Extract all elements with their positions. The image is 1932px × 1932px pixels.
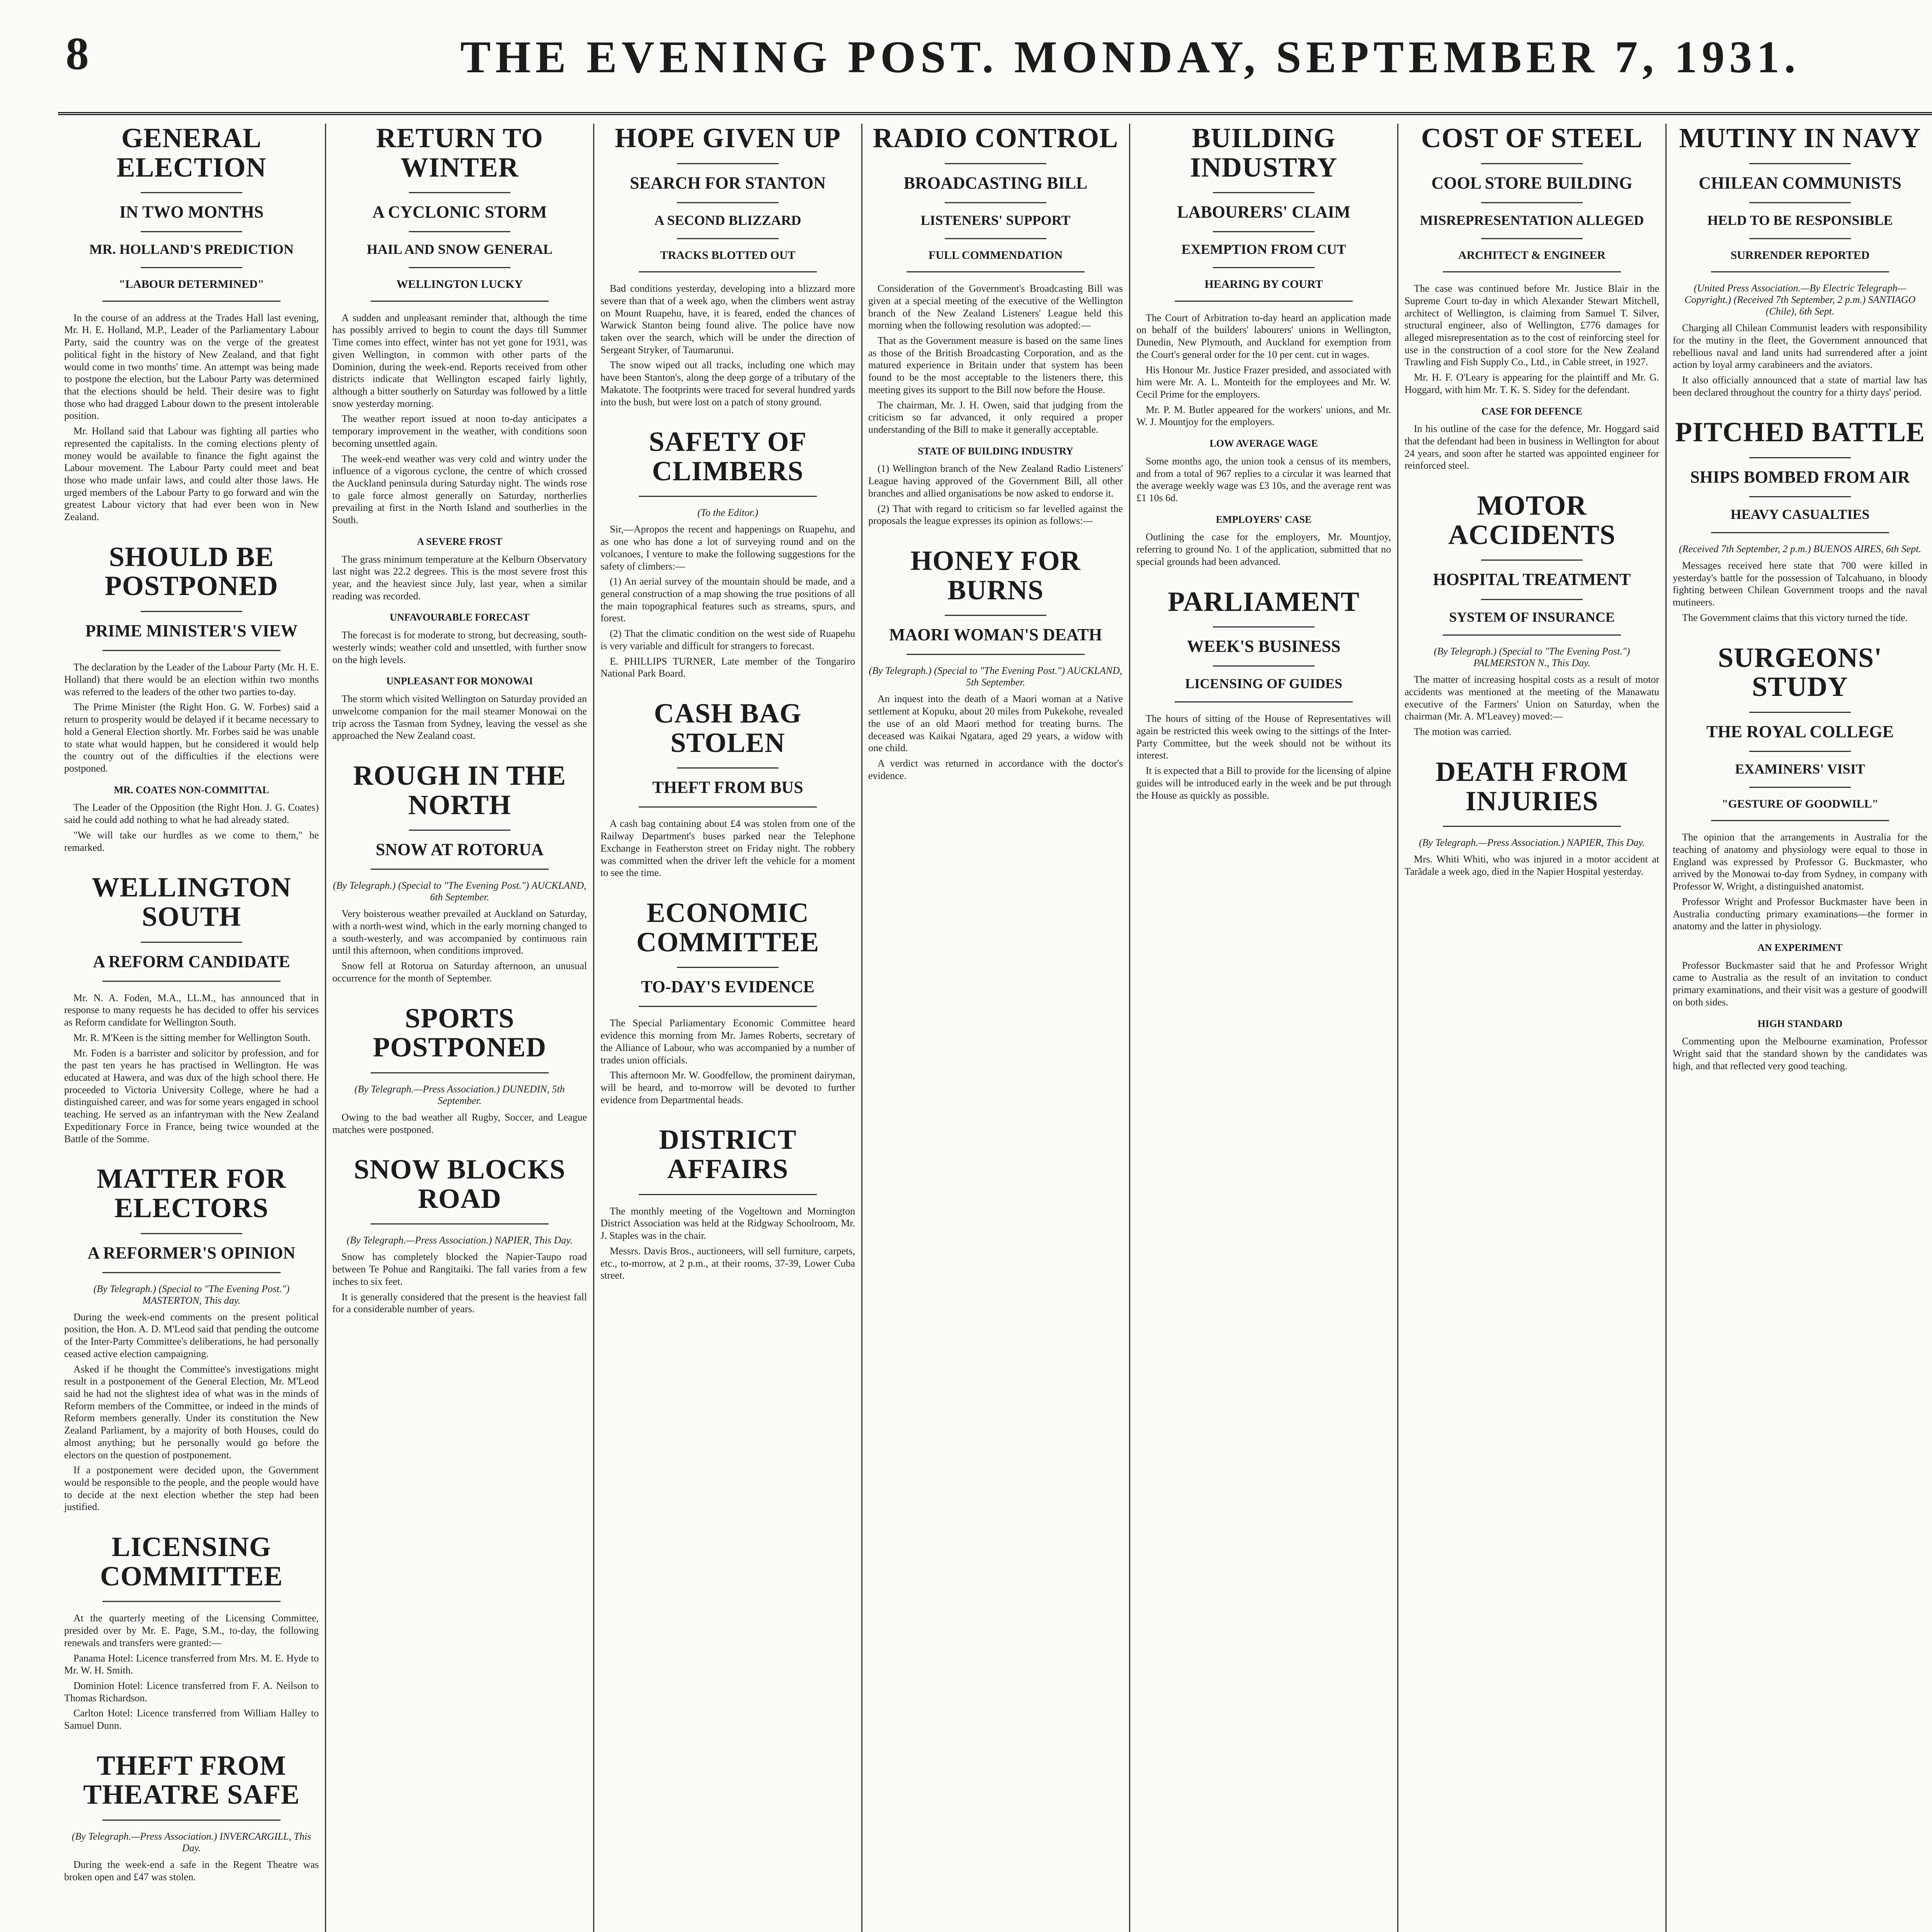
article-divider — [102, 1272, 281, 1273]
article-divider — [1443, 826, 1621, 827]
headline-divider — [1481, 202, 1583, 203]
headline-divider — [1749, 496, 1851, 497]
subheadline: LABOURERS' CLAIM — [1177, 202, 1350, 222]
headline-divider — [141, 192, 243, 193]
headline-divider — [1749, 202, 1851, 203]
article — [600, 699, 855, 879]
subheadline: SNOW AT ROTORUA — [376, 840, 544, 859]
paragraph: The Special Parliamentary Economic Committee heard evidence this morning from Mr. James Roberts, secretary of the Alliance of Labour, who was accompanied by a number of trades union officials. — [600, 1017, 855, 1066]
paragraph: Mr. H. F. O'Leary is appearing for the plaintiff and Mr. G. Hoggard, with him Mr. T. K. S. Sidey for the defendant. — [1405, 372, 1659, 395]
headline-divider — [1481, 238, 1583, 239]
headline-divider — [409, 267, 511, 268]
columns-container — [58, 124, 1932, 1932]
paragraph: The matter of increasing hospital costs as a result of motor accidents was mentioned at the meeting of the Manawatu executive of the Farmers' Union on Saturday, when the chairman (Mr. A. M'Leavey) moved:— — [1405, 674, 1659, 722]
headline: DEATH FROM INJURIES — [1435, 756, 1628, 816]
headline: HOPE GIVEN UP — [614, 124, 841, 153]
headline-divider — [1749, 457, 1851, 458]
article — [1405, 757, 1659, 878]
dateline: (By Telegraph.) (Special to "The Evening Post.") AUCKLAND, 5th September. — [869, 665, 1122, 688]
subheadline: HELD TO BE RESPONSIBLE — [1707, 212, 1893, 228]
headline-divider — [945, 615, 1047, 616]
paragraph: "We will take our hurdles as we come to them," he remarked. — [64, 829, 319, 853]
subheadline: HOSPITAL TREATMENT — [1433, 570, 1631, 589]
subheadline: IN TWO MONTHS — [119, 202, 264, 222]
headline-divider — [1213, 267, 1315, 268]
paragraph: Charging all Chilean Communist leaders with responsibility for the mutiny in the fleet, the Government announced that rebellious naval and land units had surrendered after a joint action by loyal army carabineers and the aviators. — [1673, 322, 1927, 371]
paragraph: This afternoon Mr. W. Goodfellow, the prominent dairyman, will be heard, and to-morrow will be devoted to further evidence from Departmental heads. — [600, 1070, 855, 1105]
headline: COST OF STEEL — [1421, 124, 1643, 153]
article-body — [1136, 713, 1391, 801]
paragraph: It is generally considered that the present is the heaviest fall for a considerable number of years. — [332, 1291, 587, 1315]
subheadline: HEARING BY COURT — [1204, 278, 1323, 291]
paragraph: The case was continued before Mr. Justice Blair in the Supreme Court to-day in which Alexander Stewart Mitchell, architect of Wellington, is claiming from Samuel T. Silver, structural engineer, also of Wellington, £776 damages for alleged misrepresentation as to the cost of reinforcing steel for use in the construction of a cool store for the New Zealand Trawling and Fish Supply Co., Ltd., in Cable street, in 1927. — [1405, 283, 1659, 368]
paragraph: The Court of Arbitration to-day heard an application made on behalf of the builders' labourers' unions in Wellington, Dunedin, New Plymouth, and Auckland for exemption from the Court's general order for the 10 per cent. cut in wages. — [1136, 312, 1391, 360]
article — [1673, 643, 1927, 1072]
article-body — [64, 312, 319, 523]
article-body — [332, 1111, 587, 1136]
article-body — [64, 1311, 319, 1514]
subheadline: FULL COMMENDATION — [929, 248, 1063, 262]
dateline: (By Telegraph.—Press Association.) NAPIER, This Day. — [1419, 837, 1645, 849]
subheadline: MISREPRESENTATION ALLEGED — [1420, 212, 1644, 228]
article-body — [1405, 282, 1659, 472]
paragraph: (1) An aerial survey of the mountain should be made, and a general construction of a map showing the true positions of all the main topographical features such as streams, spurs, and forest. — [600, 576, 855, 624]
paragraph: During the week-end comments on the present political position, the Hon. A. D. M'Leod said that pending the outcome of the Inter-Party Committee's deliberations, he had personally ceased active election campaigning. — [64, 1311, 319, 1359]
section-heading: A SEVERE FROST — [417, 536, 503, 547]
headline: GENERAL ELECTION — [116, 124, 267, 183]
article — [64, 543, 319, 854]
article-divider — [639, 271, 817, 272]
article-body — [332, 1251, 587, 1315]
article — [64, 124, 319, 523]
paragraph: The motion was carried. — [1414, 726, 1512, 738]
paragraph: Outlining the case for the employers, Mr. Mountjoy, referring to ground No. 1 of the application, submitted that no special grounds had been advanced. — [1136, 531, 1391, 567]
column-2 — [326, 124, 594, 1932]
headline: SHOULD BE POSTPONED — [104, 541, 279, 602]
article — [868, 546, 1123, 782]
dateline: (Received 7th September, 2 p.m.) BUENOS AIRES, 6th Sept. — [1679, 543, 1921, 554]
subheadline: WELLINGTON LUCKY — [396, 278, 523, 291]
article-body — [600, 818, 855, 879]
paragraph: That as the Government measure is based on the same lines as those of the British Broadcasting Corporation, and as the matured experience in Britain under that system has been found to be the most acceptable to the listeners there, this meeting gives its support to the Bill now before the House. — [868, 335, 1123, 395]
headline: THEFT FROM THEATRE SAFE — [83, 1750, 300, 1810]
paragraph: The Prime Minister (the Right Hon. G. W. Forbes) said a return to prosperity would be delayed if it became necessary to hold a General Election shortly. Mr. Forbes said he was unable to state what would happen, but he considered it would help the country out of the difficulties if the elections were postponed. — [64, 701, 319, 774]
section-heading: UNPLEASANT FOR MONOWAI — [386, 675, 533, 687]
paragraph: In his outline of the case for the defence, Mr. Hoggard said that the defendant had been in business in Wellington for about 24 years, and soon after he started was appointed engineer for reinforced steel. — [1405, 423, 1659, 471]
paragraph: The chairman, Mr. J. H. Owen, said that judging from the criticism so far advanced, it only required a proper understanding of the Bill to make it generally acceptable. — [868, 399, 1123, 435]
dateline: (By Telegraph.) (Special to "The Evening Post.") AUCKLAND, 6th September. — [333, 880, 587, 903]
paragraph: A sudden and unpleasant reminder that, although the time has possibly arrived to begin to count the days till Summer Time comes into effect, winter has not yet gone for 1931, was given Wellington, in common with other parts of the Dominion, during the week-end. Reports received from other districts indicate that Wellington escaped fairly lightly, although a bitter southerly on Saturday was followed by a little snow yesterday morning. — [332, 312, 587, 409]
headline: PARLIAMENT — [1168, 586, 1360, 617]
paragraph: A cash bag containing about £4 was stolen from one of the Railway Department's buses parked near the Telephone Exchange in Featherston street on Friday night. The robbery was committed when the driver left the vehicle for a moment to see the time. — [600, 818, 855, 879]
section-heading: CASE FOR DEFENCE — [1481, 405, 1583, 417]
subheadline: A REFORMER'S OPINION — [87, 1243, 296, 1262]
paragraph: Carlton Hotel: Licence transferred from William Halley to Samuel Dunn. — [64, 1708, 319, 1731]
subheadline: HAIL AND SNOW GENERAL — [367, 242, 553, 257]
article-body — [1673, 322, 1927, 398]
dateline: (By Telegraph.) (Special to "The Evening Post.") MASTERTON, This day. — [93, 1283, 290, 1306]
paragraph: (2) That the climatic condition on the west side of Ruapehu is very variable and difficult for strangers to forecast. — [600, 628, 855, 651]
article-divider — [1443, 634, 1621, 636]
column-7 — [1667, 124, 1932, 1932]
headline: DISTRICT AFFAIRS — [659, 1124, 797, 1185]
article-divider — [1711, 532, 1889, 533]
paragraph: Professor Buckmaster said that he and Professor Wright came to Australia as the result of an invitation to conduct primary examinations, and their visit was a gesture of goodwill on both sides. — [1673, 959, 1927, 1008]
subheadline: TRACKS BLOTTED OUT — [660, 248, 796, 262]
article-body — [600, 1205, 855, 1282]
article — [64, 873, 319, 1145]
headline-divider — [1481, 560, 1583, 561]
paragraph: Panama Hotel: Licence transferred from Mrs. M. E. Hyde to Mr. W. H. Smith. — [64, 1652, 319, 1676]
article-body — [868, 282, 1123, 527]
article-divider — [102, 1601, 281, 1602]
article-body — [64, 992, 319, 1145]
article — [1405, 124, 1659, 472]
article-divider — [906, 271, 1085, 272]
article — [1136, 587, 1391, 802]
headline-divider — [141, 611, 243, 612]
paragraph: The week-end weather was very cold and wintry under the influence of a vigorous cyclone, the centre of which crossed the Auckland peninsula during Saturday night. The winds rose to gale force almost generally on Saturday, northerlies prevailing at first in the North Island and southerlies in the South. — [332, 453, 587, 526]
headline-divider — [1213, 231, 1315, 232]
paragraph: The declaration by the Leader of the Labour Party (Mr. H. E. Holland) that there would be an election within two months was referred to the leaders of the other two parties to-day. — [64, 662, 319, 697]
article — [332, 1004, 587, 1136]
paragraph: At the quarterly meeting of the Licensing Committee, presided over by Mr. E. Page, S.M., to-day, the following renewals and transfers were granted:— — [64, 1612, 319, 1648]
article — [600, 124, 855, 408]
headline-divider — [1749, 238, 1851, 239]
headline: ECONOMIC COMMITTEE — [636, 897, 820, 957]
article — [1673, 418, 1927, 624]
paragraph: Messages received here state that 700 were killed in yesterday's battle for the possession of Talcahuano, in bloody fighting between Chilean Government troops and the naval mutineers. — [1673, 560, 1927, 608]
paragraph: The hours of sitting of the House of Representatives will again be restricted this week owing to the sittings of the Inter-Party Committee, but the week should not be without its interest. — [1136, 713, 1391, 761]
headline-divider — [141, 1233, 243, 1234]
subheadline: SURRENDER REPORTED — [1730, 248, 1870, 262]
headline: CASH BAG STOLEN — [654, 698, 802, 758]
dateline: (To the Editor.) — [697, 507, 759, 519]
subheadline: LICENSING OF GUIDES — [1185, 676, 1342, 692]
headline-divider — [677, 163, 779, 164]
headline-divider — [1213, 665, 1315, 667]
headline-divider — [945, 202, 1047, 203]
paragraph: Dominion Hotel: Licence transferred from F. A. Neilson to Thomas Richardson. — [64, 1680, 319, 1704]
paragraph: Asked if he thought the Committee's investigations might result in a postponement of the General Election, Mr. M'Leod said he had not the slightest idea of what was in the minds of Reform members of the Committee, or indeed in the minds of Reform members generally. Under its constitution the New Zealand Parliament, by a majority of both Houses, could do almost anything; but he personally would go before the electors on the question of postponement. — [64, 1363, 319, 1461]
headline: SNOW BLOCKS ROAD — [354, 1154, 566, 1214]
column-6 — [1398, 124, 1667, 1932]
paragraph: The forecast is for moderate to strong, but decreasing, south-westerly winds; weather cold and unsettled, with further snow on the high levels. — [332, 629, 587, 665]
article-divider — [371, 1223, 549, 1225]
paragraph: Mrs. Whiti Whiti, who was injured in a motor accident at Tarădale a week ago, died in the Napier Hospital yesterday. — [1405, 854, 1659, 877]
paragraph: Snow fell at Rotorua on Saturday afternoon, an unusual occurrence for the month of September. — [332, 960, 587, 984]
headline-divider — [677, 238, 779, 239]
article-body — [332, 312, 587, 742]
headline-divider — [141, 942, 243, 943]
paragraph: It also officially announced that a state of martial law has been declared throughout the country for a thirty days' period. — [1673, 374, 1927, 398]
paragraph: His Honour Mr. Justice Frazer presided, and associated with him were Mr. A. L. Monteith for the employees and Mr. W. Cecil Prime for the employers. — [1136, 364, 1391, 400]
paragraph: Professor Wright and Professor Buckmaster have been in Australia conducting primary examinations—the former in anatomy and the latter in physiology. — [1673, 896, 1927, 932]
headline: LICENSING COMMITTEE — [100, 1531, 283, 1592]
headline-divider — [409, 231, 511, 232]
article-body — [600, 1017, 855, 1106]
headline-divider — [1213, 626, 1315, 628]
subheadline: A SECOND BLIZZARD — [654, 212, 801, 228]
subheadline: A REFORM CANDIDATE — [93, 952, 290, 971]
subheadline: HEAVY CASUALTIES — [1730, 507, 1870, 522]
headline-divider — [1481, 599, 1583, 600]
page-number: 8 — [66, 28, 89, 79]
subheadline: THE ROYAL COLLEGE — [1706, 722, 1894, 741]
paragraph: Some months ago, the union took a census of its members, and from a total of 967 replies to a circular it was learned that the average weekly wage was £3 10s, and the average rent was £1 10s 6d. — [1136, 455, 1391, 504]
article — [600, 427, 855, 680]
subheadline: SYSTEM OF INSURANCE — [1449, 609, 1615, 625]
article-divider — [371, 1072, 549, 1073]
subheadline: EXEMPTION FROM CUT — [1181, 242, 1346, 257]
paragraph: E. PHILLIPS TURNER, Late member of the Tongariro National Park Board. — [600, 655, 855, 679]
column-3 — [594, 124, 862, 1932]
paragraph: The weather report issued at noon to-day anticipates a temporary improvement in the weather, with conditions soon becoming unsettled again. — [332, 413, 587, 449]
headline: RADIO CONTROL — [872, 124, 1119, 153]
paragraph: The grass minimum temperature at the Kelburn Observatory last night was 22.2 degrees. This is the most severe frost this year, and the heaviest since July, last year, when a similar reading was recorded. — [332, 553, 587, 602]
subheadline: EXAMINERS' VISIT — [1735, 761, 1865, 777]
paragraph: The snow wiped out all tracks, including one which may have been Stanton's, along the deep gorge of a tributary of the Makatote. The footprints were traced for several hundred yards into the bush, but were lost on a patch of stony ground. — [600, 359, 855, 408]
subheadline: COOL STORE BUILDING — [1431, 173, 1633, 192]
headline: MATTER FOR ELECTORS — [97, 1163, 286, 1223]
dateline: (By Telegraph.—Press Association.) NAPIER, This Day. — [347, 1235, 573, 1246]
masthead — [58, 19, 1932, 115]
paragraph: Owing to the bad weather all Rugby, Soccer, and League matches were postponed. — [332, 1111, 587, 1135]
paragraph: Mr. N. A. Foden, M.A., LL.M., has announced that in response to many requests he has decided to offer his services as Reform candidate for Wellington South. — [64, 992, 319, 1028]
paragraph: Messrs. Davis Bros., auctioneers, will sell furniture, carpets, etc., to-morrow, at 2 p.m., at their rooms, 37-39, Lower Cuba street. — [600, 1245, 855, 1281]
article-divider — [371, 869, 549, 870]
section-heading: MR. COATES NON-COMMITTAL — [114, 784, 269, 796]
headline-divider — [677, 767, 779, 769]
headline-divider — [945, 238, 1047, 239]
paragraph: Sir,—Apropos the recent and happenings on Ruapehu, and as one who has done a lot of surveying round and on the volcanoes, I venture to make the following suggestions for the safety of climbers:— — [600, 524, 855, 572]
section-heading: HIGH STANDARD — [1757, 1018, 1843, 1029]
headline-divider — [409, 192, 511, 193]
subheadline: BROADCASTING BILL — [903, 173, 1088, 192]
headline-divider — [1749, 787, 1851, 788]
section-heading: LOW AVERAGE WAGE — [1209, 438, 1318, 449]
headline: ROUGH IN THE NORTH — [353, 760, 566, 820]
headline-divider — [141, 267, 243, 268]
subheadline: CHILEAN COMMUNISTS — [1699, 173, 1901, 192]
dateline: (United Press Association.—By Electric Telegraph—Copyright.) (Received 7th September, 2 p.m.) SANTIAGO (Chile), 6th Sept. — [1684, 282, 1916, 317]
headline-divider — [1749, 163, 1851, 164]
article — [64, 1751, 319, 1883]
subheadline: A CYCLONIC STORM — [372, 202, 547, 222]
headline-divider — [141, 231, 243, 232]
article — [332, 1155, 587, 1315]
article — [1405, 491, 1659, 738]
article — [868, 124, 1123, 527]
paragraph: The Leader of the Opposition (the Right Hon. J. G. Coates) said he could add nothing to what he had already stated. — [64, 802, 319, 826]
paragraph: Mr. P. M. Butler appeared for the workers' unions, and Mr. W. J. Mountjoy for the employers. — [1136, 404, 1391, 428]
dateline: (By Telegraph.) (Special to "The Evening Post.") PALMERSTON N., This Day. — [1434, 646, 1630, 669]
section-heading: EMPLOYERS' CASE — [1216, 514, 1312, 525]
headline-divider — [409, 830, 511, 831]
article-body — [64, 1859, 319, 1883]
article-divider — [1443, 271, 1621, 272]
article-divider — [639, 496, 817, 497]
paragraph: In the course of an address at the Trades Hall last evening, Mr. H. E. Holland, M.P., Leader of the Parliamentary Labour Party, said the country was on the verge of the greatest political fight in the history of New Zealand, and that fight would come in two months' time. An attempt was being made to postpone the election, but the Labour Party was determined that the elections should be held. Their desire was to fight those who had dragged Labour down to the present intolerable position. — [64, 312, 319, 422]
article — [332, 124, 587, 742]
headline: RETURN TO WINTER — [376, 124, 543, 183]
headline: BUILDING INDUSTRY — [1190, 124, 1338, 183]
headline: SPORTS POSTPONED — [372, 1002, 547, 1063]
paragraph: Snow has completely blocked the Napier-Taupo road between Te Pohue and Rangitaiki. The fall varies from a few inches to six feet. — [332, 1251, 587, 1287]
subheadline: LISTENERS' SUPPORT — [920, 212, 1071, 228]
article-body — [600, 282, 855, 408]
article-body — [868, 693, 1123, 782]
subheadline: WEEK'S BUSINESS — [1187, 637, 1341, 656]
article-body — [64, 661, 319, 854]
headline-divider — [945, 163, 1047, 164]
article — [1136, 124, 1391, 568]
headline-divider — [1213, 192, 1315, 193]
article-body — [64, 1612, 319, 1731]
paragraph: Bad conditions yesterday, developing into a blizzard more severe than that of a week ago, when the climbers went astray on Mount Ruapehu, have, it is feared, ended the chances of Warwick Stanton being found alive. The police have now taken over the search, which will be under the direction of Sergeant Stryker, of Taumarunui. — [600, 283, 855, 355]
paragraph: It is expected that a Bill to provide for the licensing of alpine guides will be introduced early in the week and be put through the House as quickly as possible. — [1136, 765, 1391, 801]
article-divider — [1711, 271, 1889, 272]
article — [600, 1125, 855, 1282]
headline: MUTINY IN NAVY — [1679, 124, 1921, 153]
paragraph: The storm which visited Wellington on Saturday provided an unwelcome companion for the mail steamer Monowai on the trip across the Tasman from Sydney, leaving the vessel as she approached the New Zealand coast. — [332, 693, 587, 742]
article — [600, 898, 855, 1106]
subheadline: PRIME MINISTER'S VIEW — [85, 621, 298, 641]
paragraph: A verdict was returned in accordance with the doctor's evidence. — [868, 757, 1123, 781]
subheadline: "LABOUR DETERMINED" — [119, 278, 264, 291]
article-divider — [639, 1194, 817, 1195]
headline: SAFETY OF CLIMBERS — [649, 426, 807, 486]
paragraph: Consideration of the Government's Broadcasting Bill was given at a special meeting of the executive of the Wellington branch of the New Zealand Listeners' League held this morning when the following resolution was adopted:— — [868, 283, 1123, 331]
article — [64, 1532, 319, 1732]
paragraph: An inquest into the death of a Maori woman at a Native settlement at Kopuku, about 20 miles from Pukekohe, revealed the use of an old Maori method for treating burns. The deceased was Kaikai Ngatara, aged 29 years, a widow with one child. — [868, 693, 1123, 754]
paragraph: The Government claims that this victory turned the tide. — [1682, 612, 1908, 623]
subheadline: ARCHITECT & ENGINEER — [1458, 248, 1606, 262]
article-divider — [1711, 820, 1889, 821]
paragraph: (2) That with regard to criticism so far levelled against the proposals the league expresses its opinion as follows:— — [868, 503, 1123, 527]
headline: PITCHED BATTLE — [1675, 417, 1925, 448]
paragraph: Mr. Holland said that Labour was fighting all parties who represented the capitalists. In the coming elections plenty of money would be available to finance the fight against the Labour movement. The Labour Party could meet and beat those who made unfair laws, and could alter those laws. He urged members of the Labour Party to go forward and win the greatest Labour victory that had ever been won in New Zealand. — [64, 425, 319, 523]
subheadline: MR. HOLLAND'S PREDICTION — [89, 242, 294, 257]
article-divider — [1175, 701, 1353, 702]
headline-divider — [1749, 712, 1851, 713]
article-body — [1673, 560, 1927, 624]
subheadline: SHIPS BOMBED FROM AIR — [1690, 467, 1910, 486]
article-divider — [371, 301, 549, 302]
article-divider — [906, 654, 1085, 655]
section-heading: STATE OF BUILDING INDUSTRY — [918, 445, 1073, 457]
section-heading: UNFAVOURABLE FORECAST — [389, 612, 530, 623]
column-4 — [862, 124, 1130, 1932]
paragraph: Mr. Foden is a barrister and solicitor by profession, and for the past ten years he has practised in Wellington. He was educated at Hawera, and was dux of the high school there. He proceeded to Victoria University College, where he had a distinguished career, and was for some years engaged in school teaching. He served as an infantryman with the New Zealand Expeditionary Force in France, being twice wounded at the Battle of the Somme. — [64, 1047, 319, 1145]
masthead-title: THE EVENING POST. MONDAY, SEPTEMBER 7, 1931. — [460, 32, 1800, 82]
headline: HONEY FOR BURNS — [910, 545, 1081, 605]
paragraph: The monthly meeting of the Vogeltown and Mornington District Association was held at the Ridgway Schoolroom, Mr. J. Staples was in the chair. — [600, 1205, 855, 1242]
article-body — [1405, 853, 1659, 878]
paragraph: Mr. R. M'Keen is the sitting member for Wellington South. — [73, 1032, 311, 1043]
paragraph: During the week-end a safe in the Regent Theatre was broken open and £47 was stolen. — [64, 1859, 319, 1883]
subheadline: "GESTURE OF GOODWILL" — [1721, 797, 1879, 810]
article — [332, 761, 587, 985]
article-body — [332, 908, 587, 984]
paragraph: Very boisterous weather prevailed at Auckland on Saturday, with a north-west wind, which in the early morning changed to a south-westerly, and was accompanied by continuous rain until this afternoon, when conditions improved. — [332, 908, 587, 956]
article — [64, 1164, 319, 1513]
headline: WELLINGTON SOUTH — [92, 872, 291, 932]
dateline: (By Telegraph.—Press Association.) INVERCARGILL, This Day. — [71, 1831, 311, 1854]
article-divider — [639, 806, 817, 808]
headline-divider — [1481, 163, 1583, 164]
dateline: (By Telegraph.—Press Association.) DUNEDIN, 5th September. — [354, 1083, 565, 1106]
column-1 — [58, 124, 326, 1932]
article-body — [1405, 673, 1659, 738]
article-divider — [102, 1820, 281, 1821]
article-body — [600, 523, 855, 680]
headline-divider — [677, 202, 779, 203]
paragraph: (1) Wellington branch of the New Zealand Radio Listeners' League having approved of the Government Bill, all other branches and allied organisations be now asked to endorse it. — [868, 463, 1123, 499]
article-divider — [102, 981, 281, 982]
article — [1673, 124, 1927, 398]
subheadline: THEFT FROM BUS — [652, 778, 803, 797]
section-heading: AN EXPERIMENT — [1757, 942, 1843, 953]
headline: SURGEONS' STUDY — [1718, 642, 1883, 702]
paragraph: The opinion that the arrangements in Australia for the teaching of anatomy and physiology were equal to those in England was expressed by Professor G. Buckmaster, who arrived by the Monowai to-day from Sydney, in company with Professor W. Wright, a distinguished anatomist. — [1673, 832, 1927, 892]
column-5 — [1130, 124, 1398, 1932]
headline-divider — [677, 967, 779, 968]
article-divider — [1175, 301, 1353, 302]
subheadline: TO-DAY'S EVIDENCE — [641, 977, 815, 997]
article-divider — [102, 650, 281, 651]
headline-divider — [1749, 751, 1851, 752]
article-divider — [639, 1006, 817, 1007]
subheadline: SEARCH FOR STANTON — [630, 173, 826, 192]
article-body — [1673, 831, 1927, 1072]
subheadline: MAORI WOMAN'S DEATH — [889, 625, 1102, 645]
headline: MOTOR ACCIDENTS — [1448, 490, 1616, 550]
article-body — [1136, 312, 1391, 568]
article-divider — [102, 301, 281, 302]
paragraph: If a postponement were decided upon, the Government would be responsible to the people, and the people would have to decide at the next election whether the step had been justified. — [64, 1464, 319, 1513]
paragraph: Commenting upon the Melbourne examination, Professor Wright said that the standard shown by the candidates was high, and that reflected very good teaching. — [1673, 1036, 1927, 1071]
